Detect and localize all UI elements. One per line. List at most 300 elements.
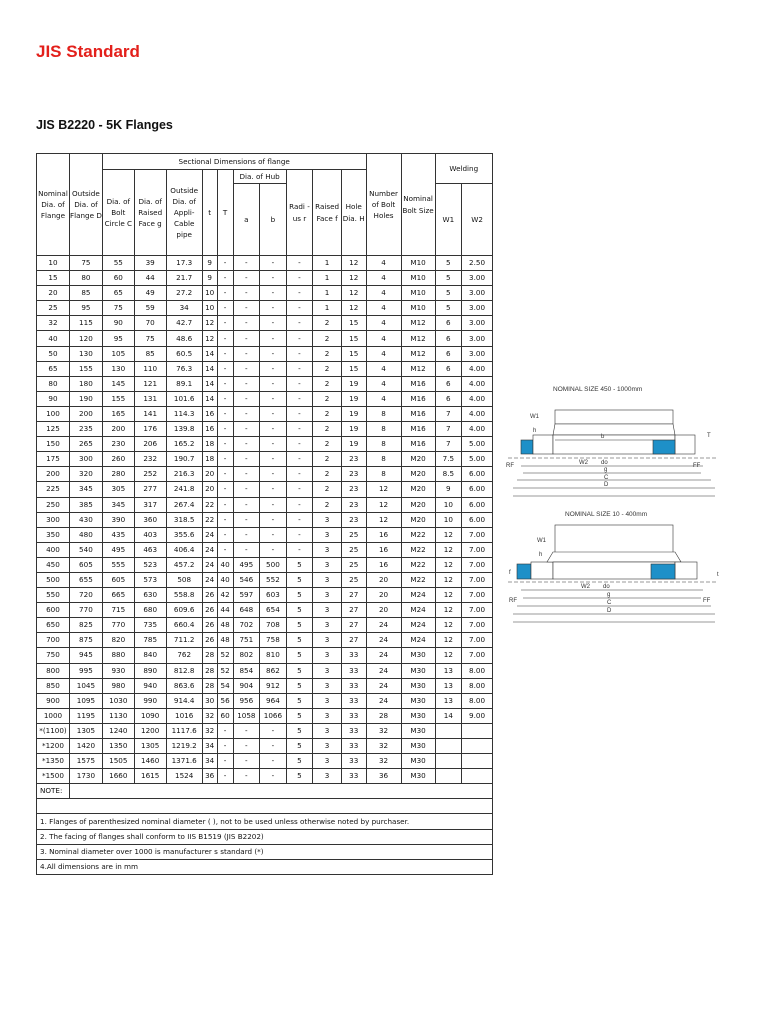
table-cell: 22 bbox=[202, 497, 217, 512]
table-cell: 12 bbox=[435, 648, 462, 663]
table-cell: 1095 bbox=[69, 693, 102, 708]
table-cell: 34 bbox=[166, 301, 202, 316]
table-cell: 175 bbox=[37, 452, 70, 467]
table-cell: 1660 bbox=[102, 769, 134, 784]
table-cell: 17.3 bbox=[166, 256, 202, 271]
table-cell: 700 bbox=[37, 633, 70, 648]
header-outside-dia-pipe: Outside Dia. of Appli- Cable pipe bbox=[166, 170, 202, 256]
table-cell: M16 bbox=[401, 391, 435, 406]
table-cell: 180 bbox=[69, 376, 102, 391]
table-cell: 7.5 bbox=[435, 452, 462, 467]
table-cell: 3 bbox=[313, 527, 342, 542]
table-cell: 3 bbox=[313, 542, 342, 557]
table-cell: 216.3 bbox=[166, 467, 202, 482]
table-cell: M22 bbox=[401, 527, 435, 542]
table-cell: - bbox=[217, 422, 233, 437]
table-cell: M30 bbox=[401, 678, 435, 693]
table-cell: 480 bbox=[69, 527, 102, 542]
table-cell: 6 bbox=[435, 391, 462, 406]
table-cell: 27 bbox=[341, 618, 366, 633]
table-row bbox=[37, 406, 493, 421]
table-cell: 32 bbox=[366, 754, 401, 769]
table-cell: 995 bbox=[69, 663, 102, 678]
table-cell: - bbox=[286, 346, 313, 361]
header-welding: Welding bbox=[435, 154, 492, 184]
table-cell: 14 bbox=[202, 346, 217, 361]
table-cell: 4 bbox=[366, 331, 401, 346]
table-cell bbox=[462, 754, 493, 769]
table-cell: 252 bbox=[134, 467, 166, 482]
table-cell: 711.2 bbox=[166, 633, 202, 648]
table-cell: 13 bbox=[435, 693, 462, 708]
table-cell: 150 bbox=[37, 437, 70, 452]
table-cell: - bbox=[217, 376, 233, 391]
table-cell: 2 bbox=[313, 437, 342, 452]
table-row bbox=[37, 512, 493, 527]
table-cell: 390 bbox=[102, 512, 134, 527]
table-cell: - bbox=[260, 301, 287, 316]
label-do: do bbox=[601, 460, 608, 466]
table-cell: 42 bbox=[217, 588, 233, 603]
table-cell: 75 bbox=[134, 331, 166, 346]
table-cell: - bbox=[217, 497, 233, 512]
table-cell: - bbox=[233, 286, 260, 301]
table-cell: 232 bbox=[134, 452, 166, 467]
table-cell: - bbox=[233, 437, 260, 452]
table-cell: 8 bbox=[366, 467, 401, 482]
table-cell: - bbox=[217, 482, 233, 497]
header-bolt-circle: Dia. of Bolt Circle C bbox=[102, 170, 134, 256]
header-nominal-bolt-size: Nominal Bolt Size bbox=[401, 154, 435, 256]
table-cell: 1058 bbox=[233, 708, 260, 723]
table-cell: 15 bbox=[341, 346, 366, 361]
table-cell: 956 bbox=[233, 693, 260, 708]
header-raised-face-f: Raised Face f bbox=[313, 170, 342, 256]
table-cell: 762 bbox=[166, 648, 202, 663]
table-cell: 770 bbox=[102, 618, 134, 633]
label-C: C bbox=[604, 475, 609, 481]
table-cell: 8.5 bbox=[435, 467, 462, 482]
table-cell: 400 bbox=[37, 542, 70, 557]
table-cell: 267.4 bbox=[166, 497, 202, 512]
flange-diagrams bbox=[503, 380, 735, 640]
table-cell: 25 bbox=[341, 527, 366, 542]
table-cell: 24 bbox=[366, 678, 401, 693]
label-w1-bottom: W1 bbox=[537, 538, 546, 544]
table-cell: 360 bbox=[134, 512, 166, 527]
table-cell: 680 bbox=[134, 603, 166, 618]
table-cell: 1 bbox=[313, 301, 342, 316]
table-cell: 10 bbox=[202, 286, 217, 301]
table-cell: M22 bbox=[401, 557, 435, 572]
table-cell: M30 bbox=[401, 663, 435, 678]
table-cell: M22 bbox=[401, 572, 435, 587]
table-cell: 76.3 bbox=[166, 361, 202, 376]
table-cell: 4 bbox=[366, 256, 401, 271]
table-cell: 24 bbox=[202, 557, 217, 572]
label-ff-bottom: FF bbox=[703, 598, 711, 604]
table-cell: 1 bbox=[313, 271, 342, 286]
table-cell: 130 bbox=[102, 361, 134, 376]
table-cell: 20 bbox=[366, 588, 401, 603]
table-cell: 15 bbox=[341, 361, 366, 376]
table-cell: 65 bbox=[37, 361, 70, 376]
table-cell: 28 bbox=[366, 708, 401, 723]
table-cell: 5 bbox=[286, 648, 313, 663]
table-cell: 235 bbox=[69, 422, 102, 437]
table-cell: - bbox=[286, 467, 313, 482]
table-cell: - bbox=[233, 301, 260, 316]
table-cell: 4 bbox=[366, 316, 401, 331]
table-cell: 1130 bbox=[102, 708, 134, 723]
table-cell: M30 bbox=[401, 754, 435, 769]
table-cell: 14 bbox=[202, 361, 217, 376]
table-cell: 89.1 bbox=[166, 376, 202, 391]
table-cell: 277 bbox=[134, 482, 166, 497]
table-cell: 40 bbox=[217, 572, 233, 587]
table-cell: 141 bbox=[134, 406, 166, 421]
table-cell: 5 bbox=[286, 754, 313, 769]
table-cell: 4 bbox=[366, 271, 401, 286]
table-cell: 1350 bbox=[102, 739, 134, 754]
table-cell: 609.6 bbox=[166, 603, 202, 618]
table-cell: - bbox=[260, 769, 287, 784]
page-title: JIS B2220 - 5K Flanges bbox=[36, 118, 173, 132]
table-row bbox=[37, 527, 493, 542]
label-g: g bbox=[604, 467, 608, 473]
label-rf-bottom: RF bbox=[509, 598, 517, 604]
table-cell: 820 bbox=[102, 633, 134, 648]
table-cell: 800 bbox=[37, 663, 70, 678]
table-cell: 770 bbox=[69, 603, 102, 618]
table-cell: 4 bbox=[366, 346, 401, 361]
table-cell: 24 bbox=[202, 542, 217, 557]
table-cell: 12 bbox=[341, 271, 366, 286]
table-cell: 260 bbox=[102, 452, 134, 467]
header-nominal-dia: Nominal Dia. of Flange bbox=[37, 154, 70, 256]
table-cell: 24 bbox=[366, 693, 401, 708]
table-cell: 7.00 bbox=[462, 572, 493, 587]
table-cell: 5 bbox=[286, 572, 313, 587]
table-cell: 28 bbox=[202, 663, 217, 678]
table-cell: M16 bbox=[401, 406, 435, 421]
header-outside-dia: Outside Dia. of Flange D bbox=[69, 154, 102, 256]
table-cell: M12 bbox=[401, 361, 435, 376]
table-row bbox=[37, 739, 493, 754]
table-cell: 7.00 bbox=[462, 633, 493, 648]
table-cell: 12 bbox=[435, 633, 462, 648]
table-cell: 145 bbox=[102, 376, 134, 391]
table-cell: 1045 bbox=[69, 678, 102, 693]
table-cell: 605 bbox=[102, 572, 134, 587]
table-cell: 5 bbox=[286, 618, 313, 633]
table-cell: 750 bbox=[37, 648, 70, 663]
table-cell: 1 bbox=[313, 286, 342, 301]
table-cell: 1200 bbox=[134, 723, 166, 738]
table-cell bbox=[462, 739, 493, 754]
table-cell: - bbox=[260, 723, 287, 738]
table-cell: 3.00 bbox=[462, 271, 493, 286]
table-cell: M24 bbox=[401, 588, 435, 603]
table-cell: 26 bbox=[202, 618, 217, 633]
table-cell: 558.8 bbox=[166, 588, 202, 603]
table-cell: 7 bbox=[435, 406, 462, 421]
table-cell: 230 bbox=[102, 437, 134, 452]
table-cell: - bbox=[260, 346, 287, 361]
table-cell: 735 bbox=[134, 618, 166, 633]
table-cell: 7 bbox=[435, 437, 462, 452]
table-cell: 12 bbox=[202, 331, 217, 346]
top-flange-drawing bbox=[508, 410, 718, 496]
table-row bbox=[37, 723, 493, 738]
table-cell: - bbox=[260, 467, 287, 482]
table-row bbox=[37, 331, 493, 346]
table-row bbox=[37, 588, 493, 603]
table-cell: 42.7 bbox=[166, 316, 202, 331]
table-cell: 7.00 bbox=[462, 618, 493, 633]
table-cell: 7 bbox=[435, 422, 462, 437]
table-cell: - bbox=[233, 769, 260, 784]
label-w1: W1 bbox=[530, 414, 539, 420]
table-cell: M20 bbox=[401, 497, 435, 512]
table-cell: M24 bbox=[401, 633, 435, 648]
table-cell: 665 bbox=[102, 588, 134, 603]
table-cell: 1117.6 bbox=[166, 723, 202, 738]
table-cell: 3 bbox=[313, 572, 342, 587]
table-row bbox=[37, 603, 493, 618]
table-cell: 8 bbox=[366, 406, 401, 421]
table-cell: 300 bbox=[69, 452, 102, 467]
table-cell: - bbox=[286, 406, 313, 421]
table-cell: 1240 bbox=[102, 723, 134, 738]
table-cell: 200 bbox=[102, 422, 134, 437]
table-cell: 300 bbox=[37, 512, 70, 527]
note-4: 4.All dimensions are in mm bbox=[37, 859, 493, 874]
table-cell: 1016 bbox=[166, 708, 202, 723]
table-cell: 355.6 bbox=[166, 527, 202, 542]
table-cell: 12 bbox=[435, 557, 462, 572]
table-cell: 850 bbox=[37, 678, 70, 693]
table-cell: 33 bbox=[341, 648, 366, 663]
table-cell: 32 bbox=[37, 316, 70, 331]
table-cell: - bbox=[217, 467, 233, 482]
table-cell: 5 bbox=[286, 739, 313, 754]
table-cell: 603 bbox=[260, 588, 287, 603]
table-cell: 8.00 bbox=[462, 663, 493, 678]
table-cell: 3 bbox=[313, 693, 342, 708]
table-cell: 40 bbox=[37, 331, 70, 346]
table-cell: 3 bbox=[313, 708, 342, 723]
table-cell: - bbox=[233, 376, 260, 391]
table-row bbox=[37, 482, 493, 497]
table-cell: 546 bbox=[233, 572, 260, 587]
table-cell: - bbox=[260, 542, 287, 557]
table-cell: 9 bbox=[202, 271, 217, 286]
table-row bbox=[37, 301, 493, 316]
table-cell: 3.00 bbox=[462, 286, 493, 301]
table-cell: - bbox=[233, 391, 260, 406]
table-cell: - bbox=[286, 331, 313, 346]
table-cell: - bbox=[260, 452, 287, 467]
table-cell: 6 bbox=[435, 346, 462, 361]
table-cell: 4 bbox=[366, 301, 401, 316]
table-cell: 4.00 bbox=[462, 376, 493, 391]
table-cell: M20 bbox=[401, 482, 435, 497]
label-f-bottom: f bbox=[509, 570, 511, 576]
table-cell: 7.00 bbox=[462, 648, 493, 663]
table-cell: 2 bbox=[313, 346, 342, 361]
table-cell: 495 bbox=[233, 557, 260, 572]
label-rf: RF bbox=[506, 463, 514, 469]
table-cell: 27 bbox=[341, 603, 366, 618]
table-cell: M16 bbox=[401, 422, 435, 437]
table-cell: - bbox=[233, 422, 260, 437]
table-cell: 1420 bbox=[69, 739, 102, 754]
table-cell: 5 bbox=[286, 693, 313, 708]
table-cell: 5 bbox=[435, 271, 462, 286]
table-row bbox=[37, 557, 493, 572]
table-cell: 720 bbox=[69, 588, 102, 603]
blank-row bbox=[37, 799, 493, 814]
table-cell: 2 bbox=[313, 376, 342, 391]
table-row bbox=[37, 572, 493, 587]
table-cell: 6.00 bbox=[462, 482, 493, 497]
table-cell: - bbox=[260, 361, 287, 376]
table-cell: 14 bbox=[435, 708, 462, 723]
table-cell: 3 bbox=[313, 633, 342, 648]
table-cell: 403 bbox=[134, 527, 166, 542]
table-cell: M12 bbox=[401, 316, 435, 331]
table-cell: 3.00 bbox=[462, 346, 493, 361]
table-cell: 40 bbox=[217, 557, 233, 572]
table-cell: 23 bbox=[341, 482, 366, 497]
table-cell: - bbox=[217, 256, 233, 271]
table-cell: 39 bbox=[134, 256, 166, 271]
table-cell: 3 bbox=[313, 754, 342, 769]
table-cell: 540 bbox=[69, 542, 102, 557]
table-cell: 75 bbox=[102, 301, 134, 316]
table-cell: 36 bbox=[366, 769, 401, 784]
table-cell: - bbox=[260, 376, 287, 391]
table-cell: 7.00 bbox=[462, 542, 493, 557]
table-cell: 5 bbox=[286, 663, 313, 678]
table-cell: - bbox=[233, 406, 260, 421]
table-cell: 12 bbox=[341, 286, 366, 301]
table-cell: 7.00 bbox=[462, 527, 493, 542]
table-cell: - bbox=[286, 497, 313, 512]
table-cell: - bbox=[260, 482, 287, 497]
table-cell: 660.4 bbox=[166, 618, 202, 633]
table-cell: 24 bbox=[366, 663, 401, 678]
table-row bbox=[37, 271, 493, 286]
table-cell: M30 bbox=[401, 693, 435, 708]
table-cell: 2 bbox=[313, 361, 342, 376]
table-cell: 12 bbox=[202, 316, 217, 331]
table-cell: 15 bbox=[341, 316, 366, 331]
table-cell: M24 bbox=[401, 618, 435, 633]
table-cell: - bbox=[233, 754, 260, 769]
table-row bbox=[37, 316, 493, 331]
label-w2: W2 bbox=[579, 460, 588, 466]
table-cell: 708 bbox=[260, 618, 287, 633]
table-cell: 4 bbox=[366, 391, 401, 406]
table-cell: 1371.6 bbox=[166, 754, 202, 769]
table-cell: 650 bbox=[37, 618, 70, 633]
table-row bbox=[37, 391, 493, 406]
table-cell: 555 bbox=[102, 557, 134, 572]
table-cell: M10 bbox=[401, 271, 435, 286]
table-cell: 200 bbox=[69, 406, 102, 421]
table-cell: 500 bbox=[37, 572, 70, 587]
table-row bbox=[37, 346, 493, 361]
table-cell: 597 bbox=[233, 588, 260, 603]
note-label: NOTE: bbox=[37, 784, 70, 799]
table-cell: 2 bbox=[313, 482, 342, 497]
table-cell: 50 bbox=[37, 346, 70, 361]
table-cell: 385 bbox=[69, 497, 102, 512]
label-h-bottom: h bbox=[539, 552, 543, 558]
table-cell: - bbox=[233, 542, 260, 557]
table-cell: 605 bbox=[69, 557, 102, 572]
table-cell: 21.7 bbox=[166, 271, 202, 286]
table-cell: 20 bbox=[37, 286, 70, 301]
table-cell: 34 bbox=[202, 754, 217, 769]
table-cell: 70 bbox=[134, 316, 166, 331]
table-cell: 5 bbox=[286, 708, 313, 723]
table-cell: 131 bbox=[134, 391, 166, 406]
table-cell: 10 bbox=[435, 497, 462, 512]
label-C-bottom: C bbox=[607, 600, 612, 606]
table-cell: - bbox=[286, 452, 313, 467]
table-cell: 19 bbox=[341, 391, 366, 406]
table-cell: 241.8 bbox=[166, 482, 202, 497]
table-cell: 2 bbox=[313, 467, 342, 482]
table-cell: 16 bbox=[366, 557, 401, 572]
table-cell: *1350 bbox=[37, 754, 70, 769]
table-cell: 12 bbox=[435, 618, 462, 633]
table-cell: 1524 bbox=[166, 769, 202, 784]
header-number-bolt-holes: Number of Bolt Holes bbox=[366, 154, 401, 256]
table-cell: 552 bbox=[260, 572, 287, 587]
table-cell: - bbox=[217, 316, 233, 331]
table-cell: 28 bbox=[202, 648, 217, 663]
table-cell: 27 bbox=[341, 588, 366, 603]
table-row bbox=[37, 769, 493, 784]
table-cell: - bbox=[217, 739, 233, 754]
table-cell: 3 bbox=[313, 512, 342, 527]
table-cell: - bbox=[260, 512, 287, 527]
table-cell: 80 bbox=[37, 376, 70, 391]
table-cell: 5 bbox=[286, 633, 313, 648]
table-cell: 190 bbox=[69, 391, 102, 406]
flange-drawings bbox=[503, 380, 735, 640]
table-cell: 980 bbox=[102, 678, 134, 693]
header-dia-of-hub: Dia. of Hub bbox=[233, 170, 286, 184]
table-row bbox=[37, 376, 493, 391]
table-cell: - bbox=[217, 542, 233, 557]
table-cell: 654 bbox=[260, 603, 287, 618]
table-cell: - bbox=[217, 301, 233, 316]
table-cell: 1575 bbox=[69, 754, 102, 769]
table-cell: 13 bbox=[435, 663, 462, 678]
table-cell: 176 bbox=[134, 422, 166, 437]
table-cell: 105 bbox=[102, 346, 134, 361]
table-cell: M30 bbox=[401, 769, 435, 784]
table-cell: 875 bbox=[69, 633, 102, 648]
label-t-bottom: t bbox=[717, 572, 719, 578]
table-cell: 9 bbox=[435, 482, 462, 497]
table-cell: 345 bbox=[102, 497, 134, 512]
